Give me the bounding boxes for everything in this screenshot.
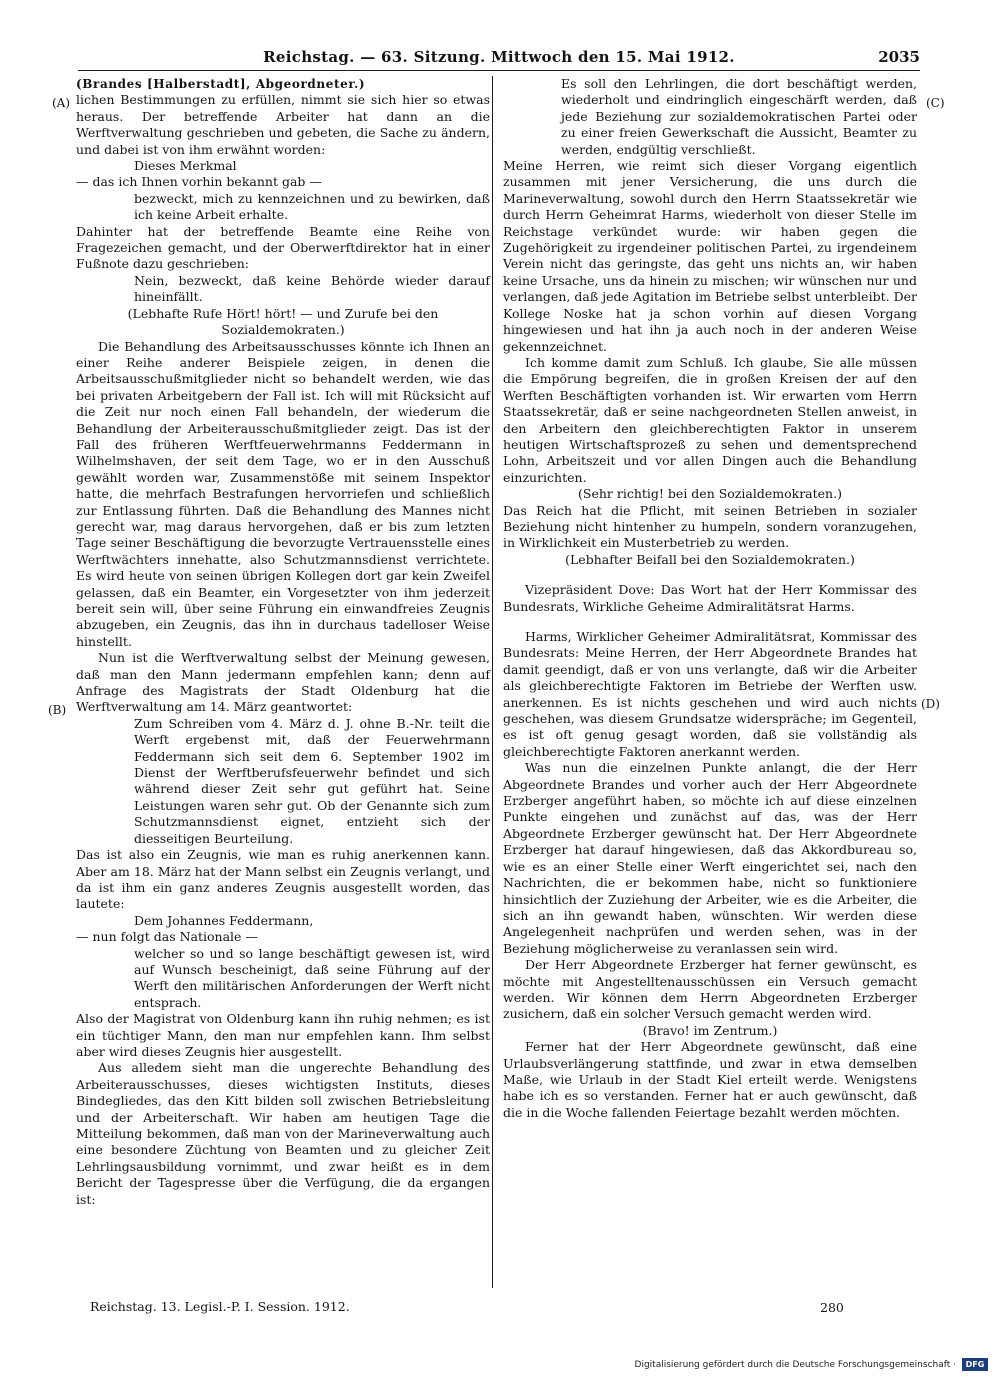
margin-mark-c: (C) <box>926 96 945 110</box>
quote: Dem Johannes Feddermann, <box>134 912 314 928</box>
quote: welcher so und so lange beschäftigt gewesen ist, wird auf Wunsch bescheinigt, daß seine Führung auf der Werft den militärischen Anforderungen der Werft nicht entsprach. <box>134 945 490 1010</box>
footer-legislature: Reichstag. 13. Legisl.-P. I. Session. 1912. <box>90 1299 350 1314</box>
paragraph: Das ist also ein Zeugnis, wie man es ruhig anerkennen kann. Aber am 18. März hat der Mann selbst ein Zeugnis verlangt, und da ist ihm ein ganz anderes Zeugnis ausgestellt worden, das lautete: <box>76 847 490 912</box>
paragraph: Ich komme damit zum Schluß. Ich glaube, Sie alle müssen die Empörung begreifen, die in großen Kreisen der auf den Werften Beschäftigten vorhanden ist. Wir erwarten vom Herrn Staatssekretär, daß er seine nachgeordneten Stellen anweist, in den Arbeitern den gleichberechtigten Faktor in unserem heutigen Wirtschaftsprozeß zu sehen und dementsprechend Lohn, Arbeitszeit und vor allen Dingen auch die Behandlung einzurichten. <box>503 354 917 485</box>
reaction: (Lebhafte Rufe Hört! hört! — und Zurufe bei den Sozialdemokraten.) <box>127 305 439 338</box>
header-title: Reichstag. — 63. Sitzung. Mittwoch den 15. Mai 1912. <box>263 48 735 66</box>
right-column <box>503 76 917 1121</box>
reaction: (Sehr richtig! bei den Sozialdemokraten.) <box>578 486 842 502</box>
quote: Nein, bezweckt, daß keine Behörde wieder darauf hineinfällt. <box>134 272 490 305</box>
margin-mark-d: (D) <box>921 697 940 711</box>
paragraph: Ferner hat der Herr Abgeordnete gewünscht, daß eine Urlaubsverlängerung stattfinde, und zwar in etwa demselben Maße, wie Urlaub in der Stadt Kiel erteilt werde. Wenigstens habe ich es so verstanden. Ferner hat er auch gewünscht, daß die in die Woche fallenden Feiertage bezahlt werden möchten. <box>503 1039 917 1120</box>
chair-announcement: Vizepräsident Dove: Das Wort hat der Herr Kommissar des Bundesrats, Wirkliche Geheime Admiralitätsrat Harms. <box>503 582 917 614</box>
paragraph: Also der Magistrat von Oldenburg kann ihn ruhig nehmen; es ist ein tüchtiger Mann, den man nur empfehlen kann. Ihm selbst aber wird dieses Zeugnis hier ausgestellt. <box>76 1011 490 1059</box>
speech-harms: Harms, Wirklicher Geheimer Admiralitätsrat, Kommissar des Bundesrats: Meine Herren, der Herr Abgeordnete Brandes hat damit geendigt, daß er von uns verlangte, daß wir die Arbeiter als gleichberechtigte Faktoren im Betriebe der Werften usw. anerkennen. Es ist nichts geschehen und wird auch nichts geschehen, was diesem Grundsatze widerspräche; im Gegenteil, es ist oft genug gesagt worden, daß sie vollständig als gleichberechtigte Faktoren anerkannt werden. <box>503 629 917 759</box>
paragraph: Die Behandlung des Arbeitsausschusses könnte ich Ihnen an einer Reihe anderer Beispiele zeigen, in denen die Arbeitsausschußmitglieder nicht so behandelt werden, wie das bei privaten Arbeitgebern der Fall ist. Ich will mit Rücksicht auf die Zeit nur noch einen Fall behandeln, der wiederum die Behandlung der Arbeiterausschußmitglieder zeigt. Das ist der Fall des früheren Werftfeuerwehrmanns Feddermann in Wilhelmshaven, der seit dem Tage, wo er in den Ausschuß gewählt worden war, Zusammenstöße mit seinem Inspektor hatte, die mehrfach Bestrafungen hervorriefen und schließlich zur Entlassung führten. Daß die Behandlung des Mannes nicht gerecht war, mag daraus hervorgehen, daß er bis zum letzten Tage seiner Beschäftigung die bevorzugte Vertrauensstelle eines Werftwächters innehatte, also Schutzmannsdienst verrichtete. Es wird heute von seinen übrigen Kollegen dort gar kein Zweifel gelassen, daß ein Beamter, ein Vorgesetzter von ihm jederzeit bereit sein will, über seine Führung ein einwandfreies Zeugnis abzugeben, ein Zeugnis, das ihn in durchaus tadelloser Weise hinstellt. <box>76 338 490 649</box>
paragraph: Was nun die einzelnen Punkte anlangt, die der Herr Abgeordnete Brandes und vorher auch der Herr Abgeordnete Erzberger angeführt haben, so möchte ich auf diese einzelnen Punkte eingehen und zunächst auf das, was der Herr Abgeordnete Erzberger gewünscht hat. Der Herr Abgeordnete Erzberger hat darauf hingewiesen, daß das Akkordbureau so, wie es an einer Stelle einer Werft eingerichtet sei, nach den Nachrichten, die er bekommen habe, nicht so funktioniere hinsichtlich der Zuziehung der Arbeiter, wie es die Arbeiter, die sich an ihn gewandt haben, wünschten. Wir werden diese Angelegenheit nachprüfen und werden sehen, was in der Beziehung möglicherweise zu veranlassen sein wird. <box>503 760 917 956</box>
reaction: (Bravo! im Zentrum.) <box>642 1022 778 1038</box>
speaker-continuation: (Brandes [Halberstadt], Abgeordneter.) <box>76 77 366 91</box>
paragraph: Der Herr Abgeordnete Erzberger hat ferner gewünscht, es möchte mit Angestelltenausschüssen ein Versuch gemacht werden. Wir können dem Herrn Abgeordneten Erzberger zusichern, daß ein solcher Versuch gemacht werden wird. <box>503 957 917 1022</box>
digitization-credit <box>635 1358 988 1371</box>
paragraph: Das Reich hat die Pflicht, mit seinen Betrieben in sozialer Beziehung nicht hintenher zu humpeln, sondern voranzugehen, in Wirklichkeit ein Musterbetrieb zu werden. <box>503 502 917 551</box>
margin-mark-a: (A) <box>52 96 71 110</box>
dfg-logo-icon: DFG <box>962 1358 988 1371</box>
left-column <box>76 76 490 1208</box>
interjection: — nun folgt das Nationale — <box>76 929 258 945</box>
paragraph: Nun ist die Werftverwaltung selbst der Meinung gewesen, daß man den Mann jedermann empfehlen kann; denn auf Anfrage des Magistrats der Stadt Oldenburg hat die Werftverwaltung am 14. März geantwortet: <box>76 650 490 715</box>
column-divider <box>492 76 493 1288</box>
margin-mark-b: (B) <box>48 703 67 717</box>
footer-sheet-number: 280 <box>820 1300 844 1315</box>
running-header <box>78 44 920 71</box>
page-number: 2035 <box>878 48 920 66</box>
paragraph: lichen Bestimmungen zu erfüllen, nimmt sie sich hier so etwas heraus. Der betreffende Arbeiter hat dann an die Werftverwaltung geschrieben und gebeten, die Sache zu ändern, und dabei ist von ihm erwähnt worden: <box>76 92 490 157</box>
quote: Es soll den Lehrlingen, die dort beschäftigt werden, wiederholt und eindringlich eingeschärft werden, daß jede Beziehung zur sozialdemokratischen Partei oder zu einer freien Gewerkschaft die Aussicht, Beamter zu werden, endgültig verschließt. <box>561 76 917 157</box>
reaction: (Lebhafter Beifall bei den Sozialdemokraten.) <box>565 551 855 567</box>
paragraph: Aus alledem sieht man die ungerechte Behandlung des Arbeiterausschusses, dieses wichtigsten Instituts, dieses Bindegliedes, das den Kitt bilden soll zwischen Betriebsleitung und der Arbeiterschaft. Wir haben am heutigen Tage die Mitteilung bekommen, daß man von der Marineverwaltung auch eine besondere Züchtung von Beamten und zu gleicher Zeit Lehrlingsausbildung vornimmt, und zwar heißt es in dem Bericht der Tagespresse über die Verfügung, die da ergangen ist: <box>76 1060 490 1207</box>
paragraph: Meine Herren, wie reimt sich dieser Vorgang eigentlich zusammen mit jener Versicherung, die uns durch die Marineverwaltung, sowohl durch den Herrn Staatssekretär wie durch Herrn Geheimrat Harms, wiederholt von dieser Stelle im Reichstage verkündet wurde: wir haben gegen die Zugehörigkeit zu irgendeiner politischen Partei, zu irgendeinem Verein nicht das geringste, das geht uns nichts an, wir haben keine Ursache, uns da hinein zu mischen; wir wünschen nur und verlangen, daß jede Agitation im Betriebe selbst unterbleibt. Der Kollege Noske hat ja schon vorhin auf diesen Vorgang hingewiesen und hat ihn ja auch noch in der anderen Weise gekennzeichnet. <box>503 158 917 354</box>
paragraph: Dahinter hat der betreffende Beamte eine Reihe von Fragezeichen gemacht, und der Oberwerftdirektor hat in einer Fußnote dazu geschrieben: <box>76 223 490 272</box>
quote: Dieses Merkmal <box>134 158 237 174</box>
quote: Zum Schreiben vom 4. März d. J. ohne B.-Nr. teilt die Werft ergebenst mit, daß der Feuerwehrmann Feddermann sich seit dem 6. September 1902 im Dienst der Werftberufsfeuerwehr befindet und sich während dieser Zeit sehr gut geführt hat. Seine Leistungen waren sehr gut. Ob der Genannte sich zum Schutzmannsdienst eignet, entzieht sich der diesseitigen Beurteilung. <box>134 715 490 846</box>
interjection: — das ich Ihnen vorhin bekannt gab — <box>76 174 322 190</box>
quote: bezweckt, mich zu kennzeichnen und zu bewirken, daß ich keine Arbeit erhalte. <box>134 190 490 223</box>
credit-text: Digitalisierung gefördert durch die Deutsche Forschungsgemeinschaft · <box>634 1359 956 1370</box>
